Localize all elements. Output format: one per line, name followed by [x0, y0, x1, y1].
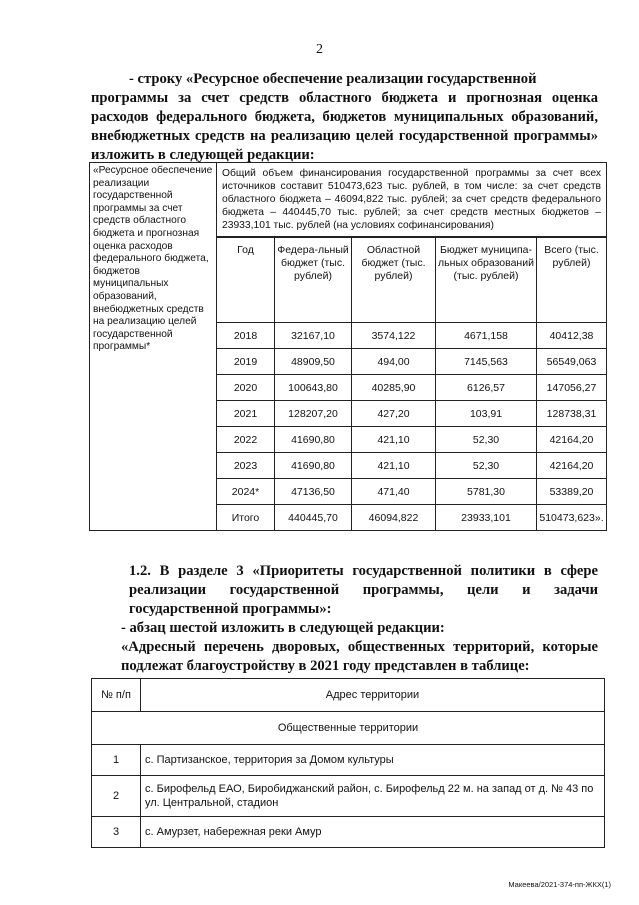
address-number: 1 — [92, 745, 141, 776]
cell-year: 2022 — [217, 427, 275, 453]
intro-paragraph — [91, 70, 598, 165]
address-text: с. Бирофельд ЕАО, Биробиджанский район, с. Бирофельд 22 м. на запад от д. № 43 по ул. Центральной, стадион — [141, 776, 605, 817]
header-municipal: Бюджет муниципа-льных образований (тыс. рублей) — [436, 238, 537, 323]
address-table — [91, 678, 605, 848]
cell-federal: 48909,50 — [275, 349, 352, 375]
address-number: 3 — [92, 817, 141, 848]
address-text: с. Партизанское, территория за Домом культуры — [141, 745, 605, 776]
cell-regional: 421,10 — [352, 453, 436, 479]
cell-municipal: 52,30 — [436, 427, 537, 453]
cell-year: 2019 — [217, 349, 275, 375]
cell-municipal: 23933,101 — [436, 505, 537, 531]
cell-federal: 41690,80 — [275, 453, 352, 479]
cell-federal: 440445,70 — [275, 505, 352, 531]
budget-row — [217, 401, 606, 427]
cell-year: 2020 — [217, 375, 275, 401]
cell-municipal: 4671,158 — [436, 323, 537, 349]
address-number: 2 — [92, 776, 141, 817]
cell-federal: 128207,20 — [275, 401, 352, 427]
cell-municipal: 5781,30 — [436, 479, 537, 505]
header-address: Адрес территории — [141, 679, 605, 712]
header-total: Всего (тыс. рублей) — [537, 238, 607, 323]
resource-label-cell: «Ресурсное обеспечение реализации государственной программы за счет средств областного бюджета и прогнозная оценка расходов федерального бюджета, бюджетов муниципальных образований, внебюджетных средств на реализацию целей государственной программы* — [90, 163, 217, 531]
cell-total: 510473,623». — [537, 505, 607, 531]
group-title: Общественные территории — [92, 712, 605, 745]
budget-table — [217, 237, 606, 530]
cell-federal: 47136,50 — [275, 479, 352, 505]
cell-regional: 494,00 — [352, 349, 436, 375]
section-text — [91, 562, 598, 676]
address-row — [92, 817, 605, 848]
cell-year: 2023 — [217, 453, 275, 479]
intro-first-line: - строку «Ресурсное обеспечение реализации государственной — [129, 71, 537, 87]
cell-federal: 32167,10 — [275, 323, 352, 349]
cell-total: 147056,27 — [537, 375, 607, 401]
intro-rest: программы за счет средств областного бюджета и прогнозная оценка расходов федерального бюджета, бюджетов муниципальных образований, внебюджетных средств на реализацию целей государственной программы» изложить в следующей редакции: — [91, 90, 598, 163]
address-row — [92, 776, 605, 817]
header-year: Год — [217, 238, 275, 323]
cell-regional: 471,40 — [352, 479, 436, 505]
budget-row — [217, 427, 606, 453]
budget-row — [217, 349, 606, 375]
cell-total: 53389,20 — [537, 479, 607, 505]
cell-year: 2018 — [217, 323, 275, 349]
cell-federal: 100643,80 — [275, 375, 352, 401]
budget-row — [217, 453, 606, 479]
financing-summary: Общий объем финансирования государственной программы за счет всех источников составит 510473,623 тыс. рублей, в том числе: за счет средств областного бюджета – 46094,822 тыс. рублей; за счет средств федерального бюджета – 440445,70 тыс. рублей; за счет средств местных бюджетов – 23933,101 тыс. рублей (на условиях софинансирования) — [217, 163, 606, 237]
section-paragraph-3: «Адресный перечень дворовых, общественных территорий, которые подлежат благоустройству в 2021 году представлен в таблице: — [121, 639, 598, 674]
section-paragraph-2: - абзац шестой изложить в следующей редакции: — [121, 620, 445, 636]
address-row — [92, 745, 605, 776]
cell-regional: 3574,122 — [352, 323, 436, 349]
cell-total: 42164,20 — [537, 427, 607, 453]
address-text: с. Амурзет, набережная реки Амур — [141, 817, 605, 848]
cell-year: 2024* — [217, 479, 275, 505]
cell-regional: 46094,822 — [352, 505, 436, 531]
address-group-row — [92, 712, 605, 745]
cell-regional: 421,10 — [352, 427, 436, 453]
cell-total: 128738,31 — [537, 401, 607, 427]
cell-regional: 40285,90 — [352, 375, 436, 401]
resource-table — [89, 162, 607, 531]
cell-year: 2021 — [217, 401, 275, 427]
page-number: 2 — [316, 42, 323, 57]
cell-total: 40412,38 — [537, 323, 607, 349]
cell-municipal: 103,91 — [436, 401, 537, 427]
header-regional: Областной бюджет (тыс. рублей) — [352, 238, 436, 323]
cell-municipal: 7145,563 — [436, 349, 537, 375]
section-paragraph-1: 1.2. В разделе 3 «Приоритеты государственной политики в сфере реализации государственной программы, цели и задачи государственной программы»: — [129, 563, 598, 617]
address-header-row — [92, 679, 605, 712]
cell-regional: 427,20 — [352, 401, 436, 427]
budget-row — [217, 323, 606, 349]
header-federal: Федера-льный бюджет (тыс. рублей) — [275, 238, 352, 323]
budget-header-row — [217, 238, 606, 323]
header-number: № п/п — [92, 679, 141, 712]
budget-total-row — [217, 505, 606, 531]
cell-municipal: 52,30 — [436, 453, 537, 479]
budget-row — [217, 375, 606, 401]
cell-municipal: 6126,57 — [436, 375, 537, 401]
budget-row — [217, 479, 606, 505]
footer-reference: Макеева/2021-374-пп-ЖКХ(1) — [508, 880, 611, 889]
resource-content-cell — [217, 163, 607, 531]
cell-total: 56549,063 — [537, 349, 607, 375]
cell-year: Итого — [217, 505, 275, 531]
cell-federal: 41690,80 — [275, 427, 352, 453]
cell-total: 42164,20 — [537, 453, 607, 479]
